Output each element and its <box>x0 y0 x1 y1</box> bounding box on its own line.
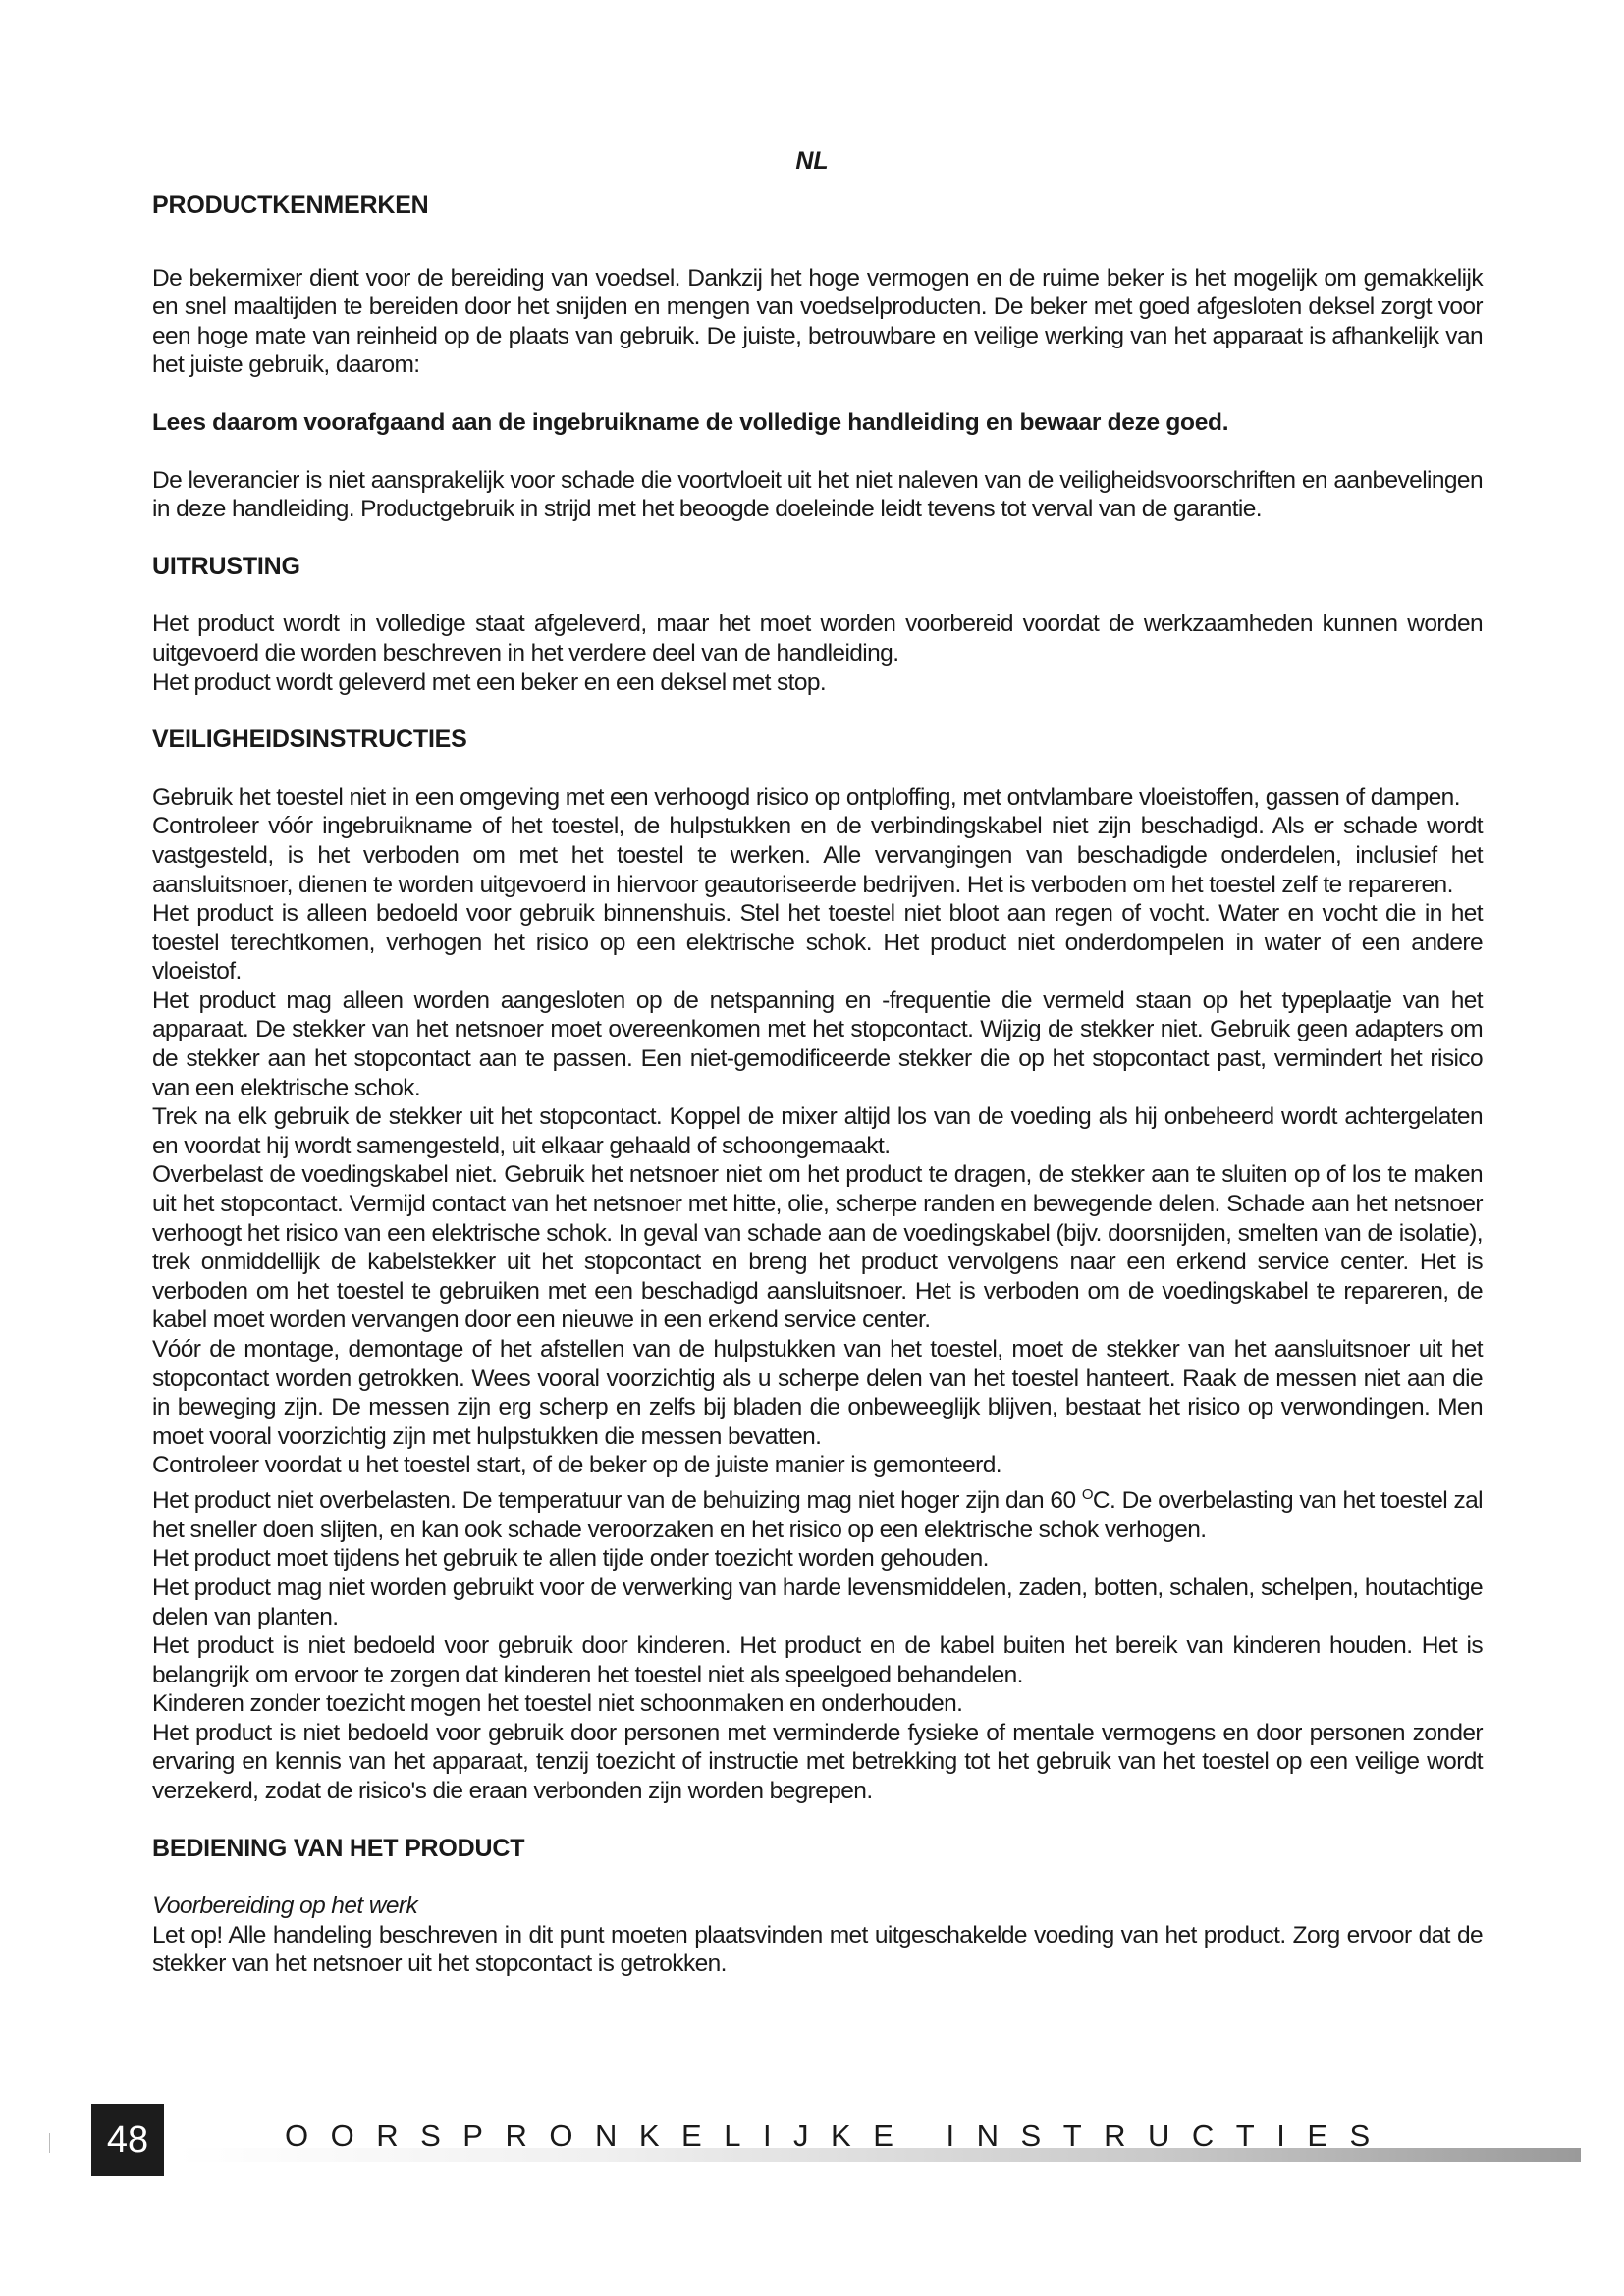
paragraph: Het product wordt in volledige staat afgeleverd, maar het moet worden voorbereid voordat de werkzaamheden kunnen worden uitgevoerd die worden beschreven in het verdere deel van de handleiding. <box>152 611 1483 667</box>
footer-title: OORSPRONKELIJKE INSTRUCTIES <box>285 2118 1392 2153</box>
paragraph: Controleer vóór ingebruikname of het toestel, de hulpstukken en de verbindingskabel niet zijn beschadigd. Als er schade wordt vastgesteld, is het verboden om met het toestel te werken. Alle vervangingen van beschadigde onderdelen, inclusief het aansluitsnoer, dienen te worden uitgevoerd in hiervoor geautoriseerde bedrijven. Het is verboden om het toestel zelf te repareren. <box>152 813 1483 898</box>
paragraph: Het product wordt geleverd met een beker en een deksel met stop. <box>152 668 827 696</box>
paragraph: Overbelast de voedingskabel niet. Gebruik het netsnoer niet om het product te dragen, de stekker aan te sluiten op of los te maken uit het stopcontact. Vermijd contact van het netsnoer met hitte, olie, scherpe randen en bewegende delen. Schade aan het netsnoer verhoogt het risico van een elektrische schok. In geval van schade aan de voedingskabel (bijv. doorsnijden, smelten van de isolatie), trek onmiddellijk de kabelstekker uit het stopcontact en breng het product vervolgens naar een erkend service center. Het is verboden om het toestel te gebruiken met een beschadigd aansluitsnoer. Het is verboden om de voedingskabel te repareren, de kabel moet worden vervangen door een nieuwe in een erkend service center. <box>152 1161 1483 1334</box>
section-title-productkenmerken: PRODUCTKENMERKEN <box>152 191 429 219</box>
paragraph-part: Het product niet overbelasten. De temperatuur van de behuizing mag niet hoger zijn dan 60 <box>152 1487 1082 1515</box>
paragraph: Het product is alleen bedoeld voor gebruik binnenshuis. Stel het toestel niet bloot aan regen of vocht. Water en vocht die in het toestel terechtkomen, verhogen het risico op een elektrische schok. Het product niet onderdompelen in water of een andere vloeistof. <box>152 900 1483 986</box>
paragraph: Trek na elk gebruik de stekker uit het stopcontact. Koppel de mixer altijd los van de voeding als hij onbeheerd wordt achtergelaten en voordat hij wordt samengesteld, uit elkaar gehaald of schoongemaakt. <box>152 1103 1483 1159</box>
bold-instruction: Lees daarom voorafgaand aan de ingebruikname de volledige handleiding en bewaar deze goed. <box>152 408 1229 436</box>
paragraph-temperature <box>152 1480 1483 1544</box>
paragraph: Het product moet tijdens het gebruik te allen tijde onder toezicht worden gehouden. <box>152 1545 989 1573</box>
paragraph-part: C. De overbelasting van het toestel zal het sneller doen slijten, en kan ook schade veroorzaken en het risico op een elektrische schok verhogen. <box>152 1487 1483 1543</box>
paragraph: De leverancier is niet aansprakelijk voor schade die voortvloeit uit het niet naleven van de veiligheidsvoorschriften en aanbevelingen in deze handleiding. Productgebruik in strijd met het beoogde doeleinde leidt tevens tot verval van de garantie. <box>152 466 1483 523</box>
paragraph: Het product mag niet worden gebruikt voor de verwerking van harde levensmiddelen, zaden, botten, schalen, schelpen, houtachtige delen van planten. <box>152 1574 1483 1630</box>
page-number: 48 <box>91 2104 164 2176</box>
paragraph: Het product is niet bedoeld voor gebruik door personen met verminderde fysieke of mentale vermogens en door personen zonder ervaring en kennis van het apparaat, tenzij toezicht of instructie met betrekking tot het gebruik van het toestel op een veilige wordt verzekerd, zodat de risico's die eraan verbonden zijn worden begrepen. <box>152 1719 1483 1805</box>
paragraph: Let op! Alle handeling beschreven in dit punt moeten plaatsvinden met uitgeschakelde voeding van het product. Zorg ervoor dat de stekker van het netsnoer uit het stopcontact is getrokken. <box>152 1921 1483 1978</box>
document-body <box>152 191 1483 1979</box>
section-title-bediening: BEDIENING VAN HET PRODUCT <box>152 1834 525 1862</box>
paragraph: Kinderen zonder toezicht mogen het toestel niet schoonmaken en onderhouden. <box>152 1690 963 1718</box>
paragraph: Vóór de montage, demontage of het afstellen van de hulpstukken van het toestel, moet de stekker van het aansluitsnoer uit het stopcontact worden getrokken. Wees vooral voorzichtig als u scherpe delen van het toestel hanteert. Raak de messen niet aan die in beweging zijn. De messen zijn erg scherp en zelfs bij bladen die onbeweeglijk blijven, bestaat het risico op verwondingen. Men moet vooral voorzichtig zijn met hulpstukken die messen bevatten. <box>152 1336 1483 1450</box>
paragraph: De bekermixer dient voor de bereiding van voedsel. Dankzij het hoge vermogen en de ruime beker is het mogelijk om gemakkelijk en snel maaltijden te bereiden door het snijden en mengen van voedselproducten. De beker met goed afgesloten deksel zorgt voor een hoge mate van reinheid op de plaats van gebruik. De juiste, betrouwbare en veilige werking van het apparaat is afhankelijk van het juiste gebruik, daarom: <box>152 264 1483 379</box>
degree-superscript: O <box>1081 1485 1093 1503</box>
language-code: NL <box>795 147 829 175</box>
paragraph: Het product is niet bedoeld voor gebruik door kinderen. Het product en de kabel buiten het bereik van kinderen houden. Het is belangrijk om ervoor te zorgen dat kinderen het toestel niet als speelgoed behandelen. <box>152 1632 1483 1688</box>
section-title-veiligheidsinstructies: VEILIGHEIDSINSTRUCTIES <box>152 725 467 754</box>
paragraph: Gebruik het toestel niet in een omgeving met een verhoogd risico op ontploffing, met ontvlambare vloeistoffen, gassen of dampen. <box>152 783 1460 811</box>
paragraph: Het product mag alleen worden aangesloten op de netspanning en -frequentie die vermeld staan op het typeplaatje van het apparaat. De stekker van het netsnoer moet overeenkomen met het stopcontact. Wijzig de stekker niet. Gebruik geen adapters om de stekker aan het stopcontact aan te passen. Een niet-gemodificeerde stekker die op het stopcontact past, vermindert het risico van een elektrische schok. <box>152 987 1483 1101</box>
footer-tick-mark <box>49 2133 50 2153</box>
section-title-uitrusting: UITRUSTING <box>152 552 300 580</box>
paragraph: Controleer voordat u het toestel start, of de beker op de juiste manier is gemonteerd. <box>152 1452 1001 1479</box>
subsection-title: Voorbereiding op het werk <box>152 1893 418 1920</box>
